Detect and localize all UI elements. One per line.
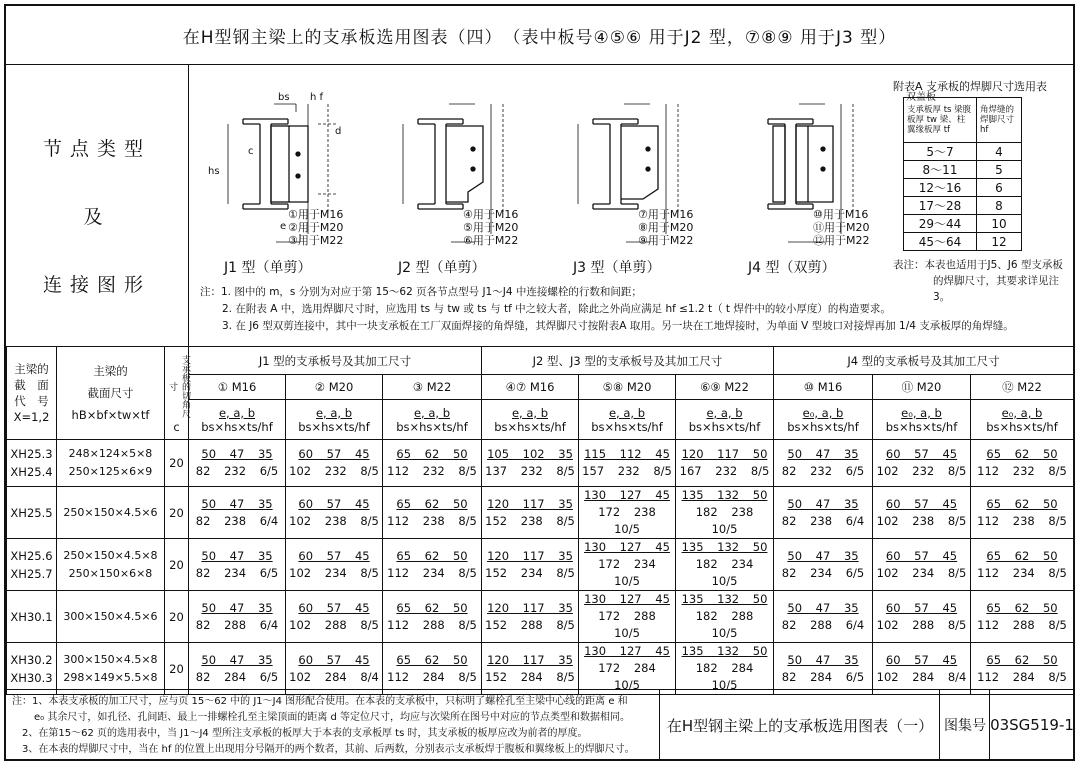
annex-a-h1: 支承板厚 ts 梁腹板厚 tw 梁、柱翼缘板厚 tf	[904, 98, 977, 143]
j3-bolts: ⑦用于M16 ⑧用于M20 ⑨用于M22	[638, 208, 694, 247]
plate-subheader-7: e₀, a, b bs×hs×ts/hf	[774, 400, 873, 440]
label-line-3: 连接图形	[42, 274, 151, 296]
node-type-label	[6, 64, 189, 347]
plate-dims: 115 112 45 157 232 8/5	[579, 440, 676, 487]
plate-dims: 50 47 35 82 288 6/4	[774, 591, 873, 643]
j2-bolts: ④用于M16 ⑤用于M20 ⑥用于M22	[463, 208, 519, 247]
dim-hs: hs	[208, 166, 220, 177]
label-line-1: 节点类型	[42, 138, 151, 160]
plate-subheader-4: e, a, b bs×hs×ts/hf	[482, 400, 579, 440]
plate-dims: 60 57 45 102 232 8/5	[873, 440, 971, 487]
label-line-2: 及	[83, 206, 111, 228]
section-size: 250×150×4.5×6	[57, 487, 165, 539]
plate-dims: 60 57 45 102 288 8/5	[873, 591, 971, 643]
j3-caption: J3 型（单剪）	[573, 260, 661, 276]
plate-subheader-9: e₀, a, b bs×hs×ts/hf	[971, 400, 1074, 440]
plate-dims: 50 47 35 82 284 6/5	[774, 643, 873, 695]
plate-dims: 60 57 45 102 238 8/5	[873, 487, 971, 539]
plate-dims: 60 57 45 102 284 8/4	[873, 643, 971, 695]
section-code: XH30.1	[7, 591, 57, 643]
plate-dims: 65 62 50 112 288 8/5	[971, 591, 1074, 643]
plate-dims: 65 62 50 112 284 8/5	[971, 643, 1074, 695]
drawing-sheet	[4, 4, 1075, 761]
j1-bolts: ①用于M16 ②用于M20 ③用于M22	[288, 208, 344, 247]
plate-dims: 130 127 45 172 238 10/5	[579, 487, 676, 539]
plate-col-7: ⑩ M16	[774, 375, 873, 400]
footer-notes: 注：1、本表支承板的加工尺寸，应与页 15～62 中的 J1～J4 图形配合使用。在本表的支承板中，只标明了螺栓孔至主梁中心线的距离 e 和 e₀ 其余尺寸，如孔径、孔间距、最上一排螺栓孔至主梁顶面的距离 d 等定位尺寸，均应与次梁所在图号中对应的节点类型和数据相同。 2、在第15～62 页的选用表中，当 J1～J4 型所注支承板的板厚大于本表的支承板厚 ts 时，其支承板的板厚应改为前者的厚度。 3、在本表的焊脚尺寸中，当在 hf 的位置上出现用分号隔开的两个数者，其前、后两数，分别表示支承板焊于腹板和翼缘板上的焊脚尺寸。	[12, 696, 635, 755]
annex-a	[893, 78, 1071, 305]
top-note-1: 注：1. 图中的 m，s 分别为对应于第 15～62 页各节点型号 J1～J4 中连接螺栓的行数和间距；	[200, 286, 642, 298]
plate-dims: 50 47 35 82 232 6/5	[189, 440, 286, 487]
plate-dims: 65 62 50 112 232 8/5	[971, 440, 1074, 487]
plate-dims: 65 62 50 112 238 8/5	[383, 487, 482, 539]
annex-a-title: 附表A 支承板的焊脚尺寸选用表	[893, 80, 1048, 93]
plate-dims: 50 47 35 82 238 6/4	[189, 487, 286, 539]
section-size: 300×150×4.5×8 298×149×5.5×8	[57, 643, 165, 695]
footer	[6, 689, 1073, 760]
group-j4: J4 型的支承板号及其加工尺寸	[774, 347, 1074, 375]
table-row	[7, 487, 1074, 539]
j4-caption: J4 型（双剪）	[748, 260, 836, 276]
dim-bs: bs	[278, 92, 290, 103]
plate-dims: 50 47 35 82 288 6/4	[189, 591, 286, 643]
top-note-2: 2. 在附表 A 中，选用焊脚尺寸时，应选用 ts 与 tw 或 ts 与 tf 中之较大者，除此之外尚应满足 hf ≤1.2 t（ t 焊件中的较小厚度）的构造要求。	[222, 303, 891, 315]
plate-dims: 65 62 50 112 288 8/5	[383, 591, 482, 643]
plate-col-5: ⑤⑧ M20	[579, 375, 676, 400]
plate-dims: 60 57 45 102 234 8/5	[286, 539, 383, 591]
selection-table	[6, 346, 1074, 695]
plate-dims: 105 102 35 137 232 8/5	[482, 440, 579, 487]
plate-dims: 130 127 45 172 288 10/5	[579, 591, 676, 643]
plate-dims: 60 57 45 102 284 8/4	[286, 643, 383, 695]
dim-double: 双盖板	[906, 92, 936, 103]
section-size: 300×150×4.5×6	[57, 591, 165, 643]
dim-hf: h f	[310, 92, 324, 103]
group-j1: J1 型的支承板号及其加工尺寸	[189, 347, 482, 375]
plate-dims: 65 62 50 112 238 8/5	[971, 487, 1074, 539]
plate-dims: 50 47 35 82 232 6/5	[774, 440, 873, 487]
section-size: 248×124×5×8 250×125×6×9	[57, 440, 165, 487]
dim-e: e	[280, 221, 287, 232]
table-row	[7, 643, 1074, 695]
chamfer-size: 20	[165, 539, 189, 591]
dim-c: c	[248, 146, 254, 157]
plate-col-2: ② M20	[286, 375, 383, 400]
table-row	[7, 440, 1074, 487]
plate-subheader-1: e, a, b bs×hs×ts/hf	[189, 400, 286, 440]
chamfer-size: 20	[165, 591, 189, 643]
plate-col-6: ⑥⑨ M22	[676, 375, 774, 400]
annex-a-table: 支承板厚 ts 梁腹板厚 tw 梁、柱翼缘板厚 tf 角焊缝的焊脚尺寸 hf 5～7 4 8～11 5 12～16 6 17～28 8 29～44 10 45～64 12	[903, 97, 1022, 251]
plate-dims: 135 132 50 182 234 10/5	[676, 539, 774, 591]
plate-dims: 60 57 45 102 288 8/5	[286, 591, 383, 643]
top-note-3: 3. 在 J6 型双剪连接中，其中一块支承板在工厂双面焊接的角焊缝，其焊脚尺寸按附表A 取用。另一块在工地焊接时，为单面 V 型坡口对接焊再加 1/4 支承板厚的角焊缝。	[222, 320, 1014, 332]
plate-dims: 130 127 45 172 284 10/5	[579, 643, 676, 695]
plate-dims: 135 132 50 182 238 10/5	[676, 487, 774, 539]
plate-subheader-8: e₀, a, b bs×hs×ts/hf	[873, 400, 971, 440]
j2-caption: J2 型（单剪）	[398, 260, 486, 276]
plate-dims: 120 117 35 152 234 8/5	[482, 539, 579, 591]
plate-dims: 120 117 35 152 238 8/5	[482, 487, 579, 539]
plate-dims: 50 47 35 82 238 6/4	[774, 487, 873, 539]
plate-dims: 60 57 45 102 232 8/5	[286, 440, 383, 487]
plate-col-8: ⑪ M20	[873, 375, 971, 400]
plate-dims: 65 62 50 112 284 8/5	[383, 643, 482, 695]
j4-bolts: ⑩用于M16 ⑪用于M20 ⑫用于M22	[813, 208, 870, 247]
atlas-code: 03SG519-1	[989, 690, 1074, 760]
plate-dims: 60 57 45 102 238 8/5	[286, 487, 383, 539]
footer-title: 在H型钢主梁上的支承板选用图表（一）	[659, 690, 940, 760]
plate-dims: 50 47 35 82 234 6/5	[774, 539, 873, 591]
col-size-header: 主梁的 截面尺寸 hB×bf×tw×tf	[57, 347, 165, 440]
plate-dims: 120 117 35 152 284 8/5	[482, 643, 579, 695]
table-row	[7, 591, 1074, 643]
plate-dims: 50 47 35 82 284 6/5	[189, 643, 286, 695]
plate-dims: 135 132 50 182 284 10/5	[676, 643, 774, 695]
plate-dims: 130 127 45 172 234 10/5	[579, 539, 676, 591]
connection-diagrams	[188, 64, 936, 284]
plate-col-4: ④⑦ M16	[482, 375, 579, 400]
section-code: XH25.5	[7, 487, 57, 539]
plate-dims: 65 62 50 112 234 8/5	[971, 539, 1074, 591]
page-title: 在H型钢主梁上的支承板选用图表（四） （表中板号④⑤⑥ 用于J2 型，⑦⑧⑨ 用于J3 型）	[6, 6, 1073, 65]
plate-subheader-6: e, a, b bs×hs×ts/hf	[676, 400, 774, 440]
plate-subheader-3: e, a, b bs×hs×ts/hf	[383, 400, 482, 440]
section-code: XH30.2 XH30.3	[7, 643, 57, 695]
plate-dims: 65 62 50 112 234 8/5	[383, 539, 482, 591]
plate-dims: 120 117 50 167 232 8/5	[676, 440, 774, 487]
plate-col-9: ⑫ M22	[971, 375, 1074, 400]
plate-subheader-2: e, a, b bs×hs×ts/hf	[286, 400, 383, 440]
group-j2j3: J2 型、J3 型的支承板号及其加工尺寸	[482, 347, 774, 375]
diagram-area	[188, 64, 1073, 347]
top-notes	[200, 284, 1070, 335]
j1-caption: J1 型（单剪）	[224, 260, 312, 276]
annex-a-h2: 角焊缝的焊脚尺寸 hf	[977, 98, 1022, 143]
section-size: 250×150×4.5×8 250×150×6×8	[57, 539, 165, 591]
atlas-label: 图集号	[939, 690, 990, 760]
plate-col-3: ③ M22	[383, 375, 482, 400]
plate-subheader-5: e, a, b bs×hs×ts/hf	[579, 400, 676, 440]
chamfer-size: 20	[165, 643, 189, 695]
section-code: XH25.6 XH25.7	[7, 539, 57, 591]
plate-dims: 60 57 45 102 234 8/5	[873, 539, 971, 591]
section-code: XH25.3 XH25.4	[7, 440, 57, 487]
annex-a-note: 表注：本表也适用于J5、J6 型支承板 的焊脚尺寸，其要求详见注 3。	[893, 259, 1063, 303]
plate-col-1: ① M16	[189, 375, 286, 400]
col-code-header: 主梁的 截 面 代 号 X=1,2	[7, 347, 57, 440]
plate-dims: 120 117 35 152 288 8/5	[482, 591, 579, 643]
plate-dims: 50 47 35 82 234 6/5	[189, 539, 286, 591]
chamfer-size: 20	[165, 487, 189, 539]
plate-dims: 65 62 50 112 232 8/5	[383, 440, 482, 487]
table-row	[7, 539, 1074, 591]
col-c-header: 支承板的切角尺寸 c	[165, 347, 189, 440]
plate-dims: 135 132 50 182 288 10/5	[676, 591, 774, 643]
dim-d: d	[335, 126, 342, 137]
chamfer-size: 20	[165, 440, 189, 487]
